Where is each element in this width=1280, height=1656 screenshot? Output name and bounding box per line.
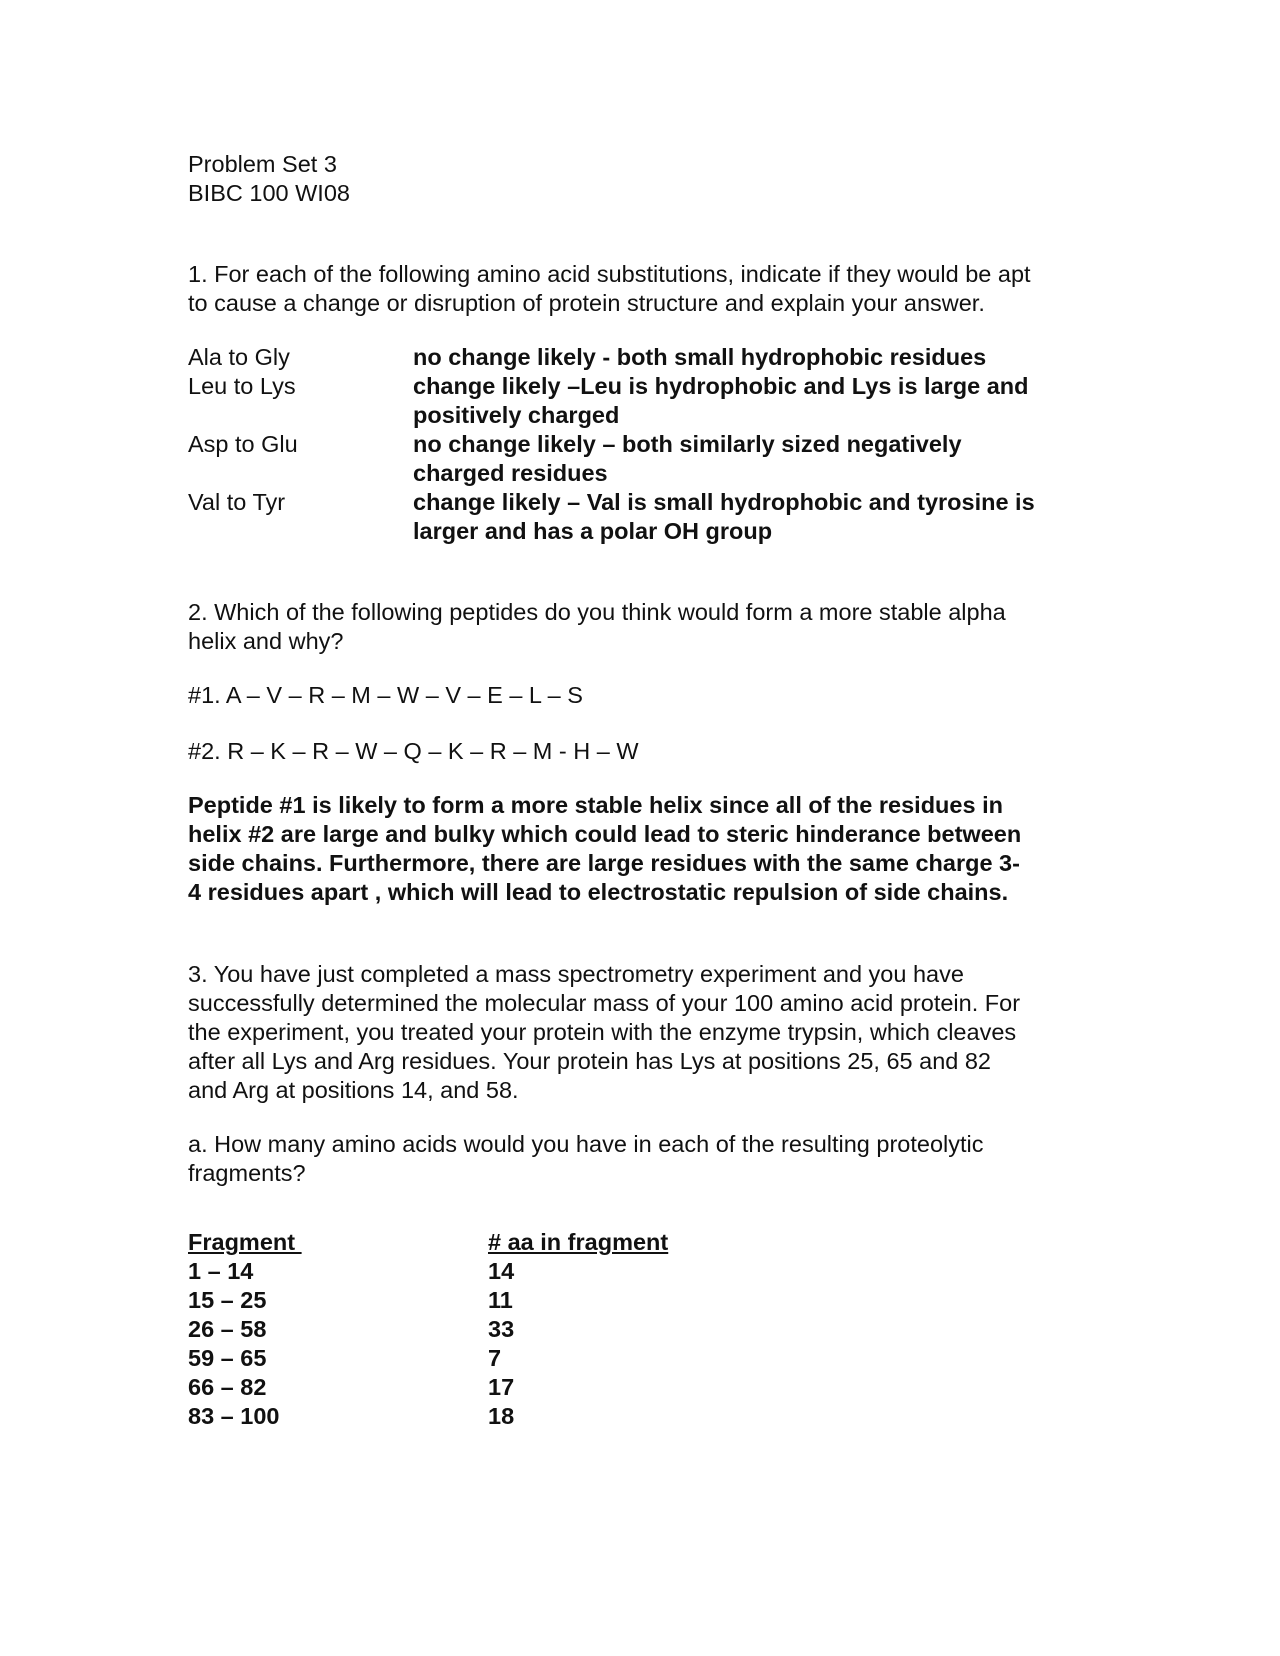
document-title: Problem Set 3 <box>188 151 337 177</box>
fragment-cell: 26 – 58 <box>188 1316 267 1342</box>
fragment-cell: 83 – 100 <box>188 1403 280 1429</box>
substitution-answer: no change likely – both similarly sized negatively charged residues <box>413 431 962 486</box>
count-cell: 33 <box>488 1316 515 1342</box>
fragment-cell: 1 – 14 <box>188 1258 254 1284</box>
q2-text-line-1: 2. Which of the following peptides do you think would form a more stable alpha <box>188 599 1006 625</box>
count-column-header: # aa in fragment <box>488 1229 669 1255</box>
course-code: BIBC 100 WI08 <box>188 180 350 206</box>
substitution-label: Asp to Glu <box>188 431 298 457</box>
part-a-text-line: fragments? <box>188 1160 306 1186</box>
q2-answer-line: helix #2 are large and bulky which could lead to steric hinderance between <box>188 821 1022 847</box>
substitution-table <box>188 343 1108 546</box>
q3-text-line: after all Lys and Arg residues. Your protein has Lys at positions 25, 65 and 82 <box>188 1048 992 1074</box>
q2-answer-line: Peptide #1 is likely to form a more stable helix since all of the residues in <box>188 792 1003 818</box>
document-content <box>188 150 1108 1431</box>
part-a-text-line: a. How many amino acids would you have in each of the resulting proteolytic <box>188 1131 984 1157</box>
count-cell: 14 <box>488 1258 515 1284</box>
q2-answer-line: side chains. Furthermore, there are large residues with the same charge 3- <box>188 850 1020 876</box>
peptide-1: #1. A – V – R – M – W – V – E – L – S <box>188 682 583 708</box>
substitution-label: Ala to Gly <box>188 344 290 370</box>
substitution-label: Leu to Lys <box>188 373 296 399</box>
q1-text-line-2: to cause a change or disruption of protein structure and explain your answer. <box>188 290 985 316</box>
q2-text-line-2: helix and why? <box>188 628 344 654</box>
fragment-cell: 59 – 65 <box>188 1345 267 1371</box>
q2-answer <box>188 791 1108 907</box>
fragment-table <box>188 1228 1108 1431</box>
q3-text-line: successfully determined the molecular mass of your 100 amino acid protein. For <box>188 990 1021 1016</box>
substitution-answer: no change likely - both small hydrophobic residues <box>413 344 987 370</box>
question-2 <box>188 598 1108 907</box>
fragment-cell: 15 – 25 <box>188 1287 267 1313</box>
q2-answer-line: 4 residues apart , which will lead to electrostatic repulsion of side chains. <box>188 879 1009 905</box>
q3-text-line: the experiment, you treated your protein with the enzyme trypsin, which cleaves <box>188 1019 1017 1045</box>
count-cell: 17 <box>488 1374 515 1400</box>
count-cell: 11 <box>488 1287 513 1313</box>
q3-text-line: 3. You have just completed a mass spectrometry experiment and you have <box>188 961 964 987</box>
peptide-2: #2. R – K – R – W – Q – K – R – M - H – W <box>188 738 639 764</box>
substitution-answer: change likely – Val is small hydrophobic and tyrosine is larger and has a polar OH group <box>413 489 1035 544</box>
q3-part-a <box>188 1130 1108 1188</box>
count-cell: 7 <box>488 1345 502 1371</box>
fragment-column-header: Fragment <box>188 1229 302 1255</box>
question-3 <box>188 960 1108 1431</box>
substitution-label: Val to Tyr <box>188 489 286 515</box>
substitution-answer: change likely –Leu is hydrophobic and Lys is large and positively charged <box>413 373 1029 428</box>
header <box>188 150 1108 208</box>
fragment-cell: 66 – 82 <box>188 1374 267 1400</box>
q3-text-line: and Arg at positions 14, and 58. <box>188 1077 519 1103</box>
count-cell: 18 <box>488 1403 515 1429</box>
question-1 <box>188 260 1108 546</box>
q1-text-line-1: 1. For each of the following amino acid substitutions, indicate if they would be apt <box>188 261 1031 287</box>
